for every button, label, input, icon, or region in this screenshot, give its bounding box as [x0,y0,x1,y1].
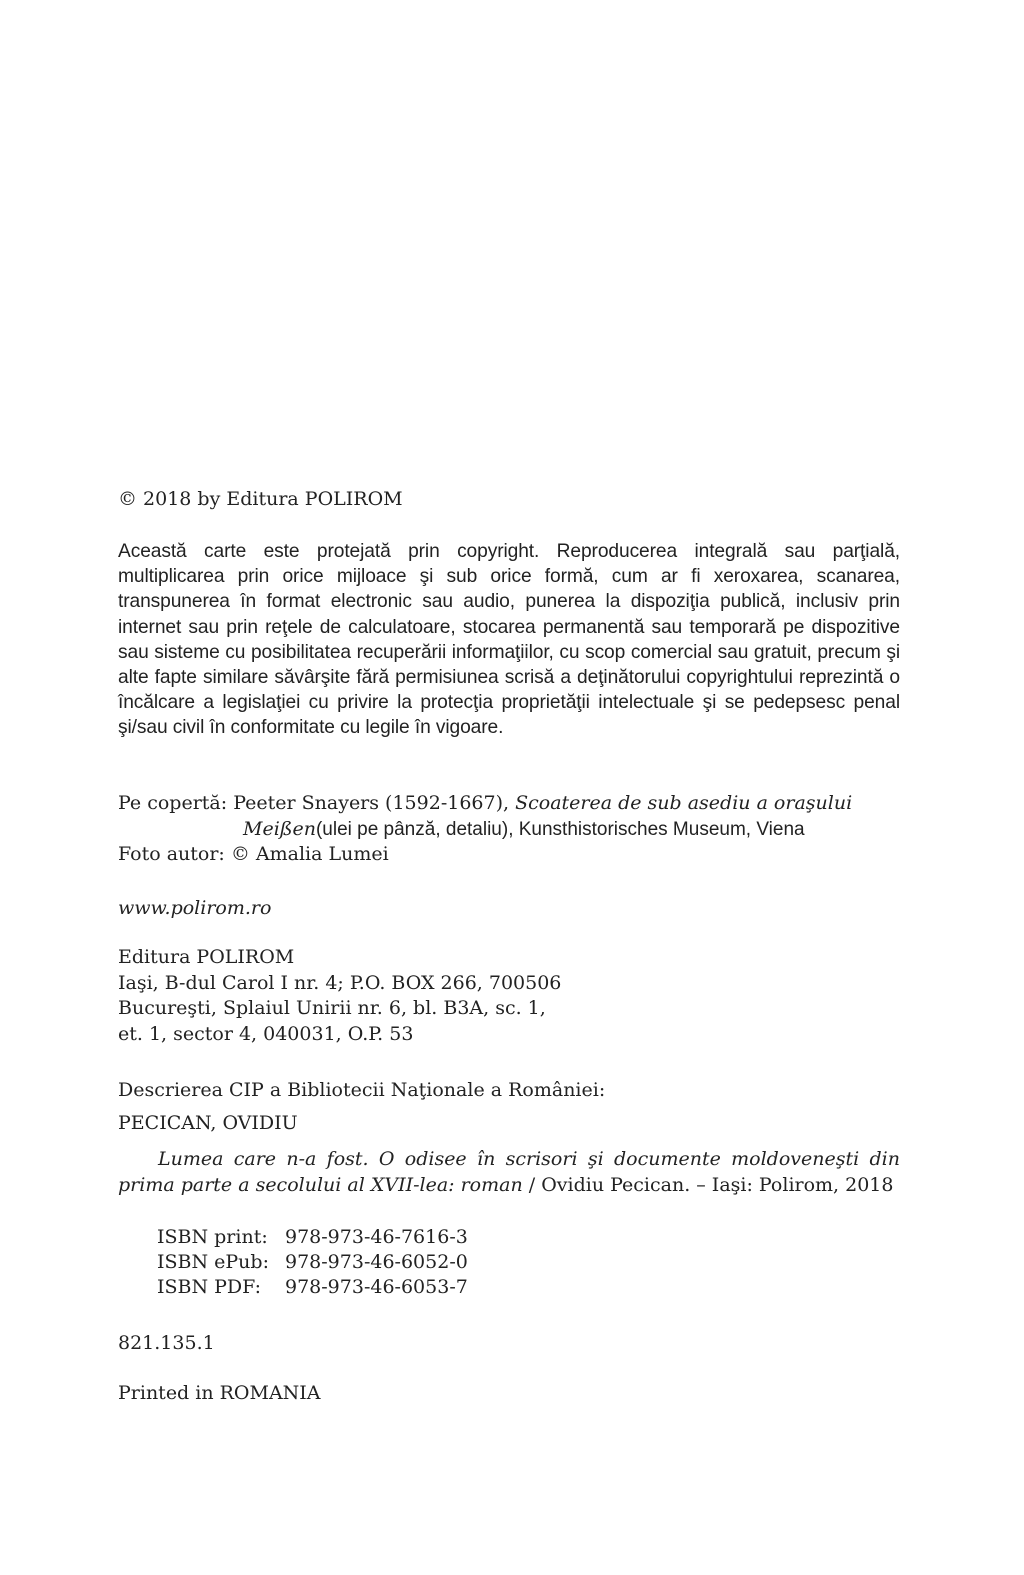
udc-classification: 821.135.1 [118,1332,215,1354]
cover-credit [118,791,900,868]
isbn-value: 978-973-46-6053-7 [285,1276,468,1298]
book-responsibility: / Ovidiu Pecican. – Iaşi: Polirom, 2018 [528,1173,894,1196]
artwork-title-cont: Meißen [243,817,316,840]
cover-credit-line-1 [118,791,900,817]
website-link[interactable]: www.polirom.ro [118,897,272,919]
isbn-value: 978-973-46-7616-3 [285,1226,468,1248]
isbn-row [157,1275,657,1300]
rights-statement: Această carte este protejată prin copyright. Reproducerea integrală sau parţială, multiplicarea prin orice mijloace şi sub orice formă, cum ar fi xeroxarea, scanarea, transpunerea în format electronic sau audio, punerea la dispoziţia publică, inclusiv prin internet sau prin reţele de calculatoare, stocarea permanentă sau temporară pe dispozitive sau sisteme cu posibilitatea recuperării informaţiilor, cu scop comercial sau gratuit, precum şi alte fapte similare săvârşite fără permisiunea scrisă a deţinătorului copyrightului reprezintă o încălcare a legislaţiei cu privire la protecţia proprietăţii intelectuale şi se pedepsesc penal şi/sau civil în conformitate cu legile în vigoare. [118,541,900,739]
artwork-details: (ulei pe pânză, detaliu), Kunsthistorisches Museum, Viena [315,818,805,840]
photo-label: Foto autor: [118,843,225,865]
copyright-notice: © 2018 by Editura POLIROM [118,488,403,510]
isbn-value: 978-973-46-6052-0 [285,1251,468,1273]
isbn-label: ISBN PDF: [157,1276,262,1298]
address-bucuresti-2: et. 1, sector 4, 040031, O.P. 53 [118,1022,414,1045]
address-iasi: Iaşi, B-dul Carol I nr. 4; P.O. BOX 266, 700506 [118,971,562,994]
cover-label: Pe copertă: [118,792,228,814]
isbn-list [157,1225,657,1300]
isbn-label: ISBN print: [157,1226,268,1248]
cip-header: Descrierea CIP a Bibliotecii Naţionale a României: [118,1079,606,1101]
photo-credit-line [118,842,900,868]
cover-credit-line-2 [118,817,900,843]
publisher-address [118,945,900,1047]
printed-in: Printed in ROMANIA [118,1382,321,1404]
publisher-name: Editura POLIROM [118,946,295,968]
artwork-title: Scoaterea de sub asediu a oraşului [515,792,853,814]
photo-credit: © Amalia Lumei [230,843,389,865]
cover-artist: Peeter Snayers (1592-1667), [233,792,510,814]
book-title: Lumea care n-a fost. O odisee în scrisori şi documente moldoveneşti din prima parte a secolului al XVII-lea: roman [118,1148,900,1196]
cip-title-description [118,1147,900,1198]
cip-author: PECICAN, OVIDIU [118,1112,298,1134]
address-bucuresti-1: Bucureşti, Splaiul Unirii nr. 6, bl. B3A, sc. 1, [118,997,546,1019]
isbn-row [157,1250,657,1275]
isbn-row [157,1225,657,1250]
isbn-label: ISBN ePub: [157,1251,269,1273]
